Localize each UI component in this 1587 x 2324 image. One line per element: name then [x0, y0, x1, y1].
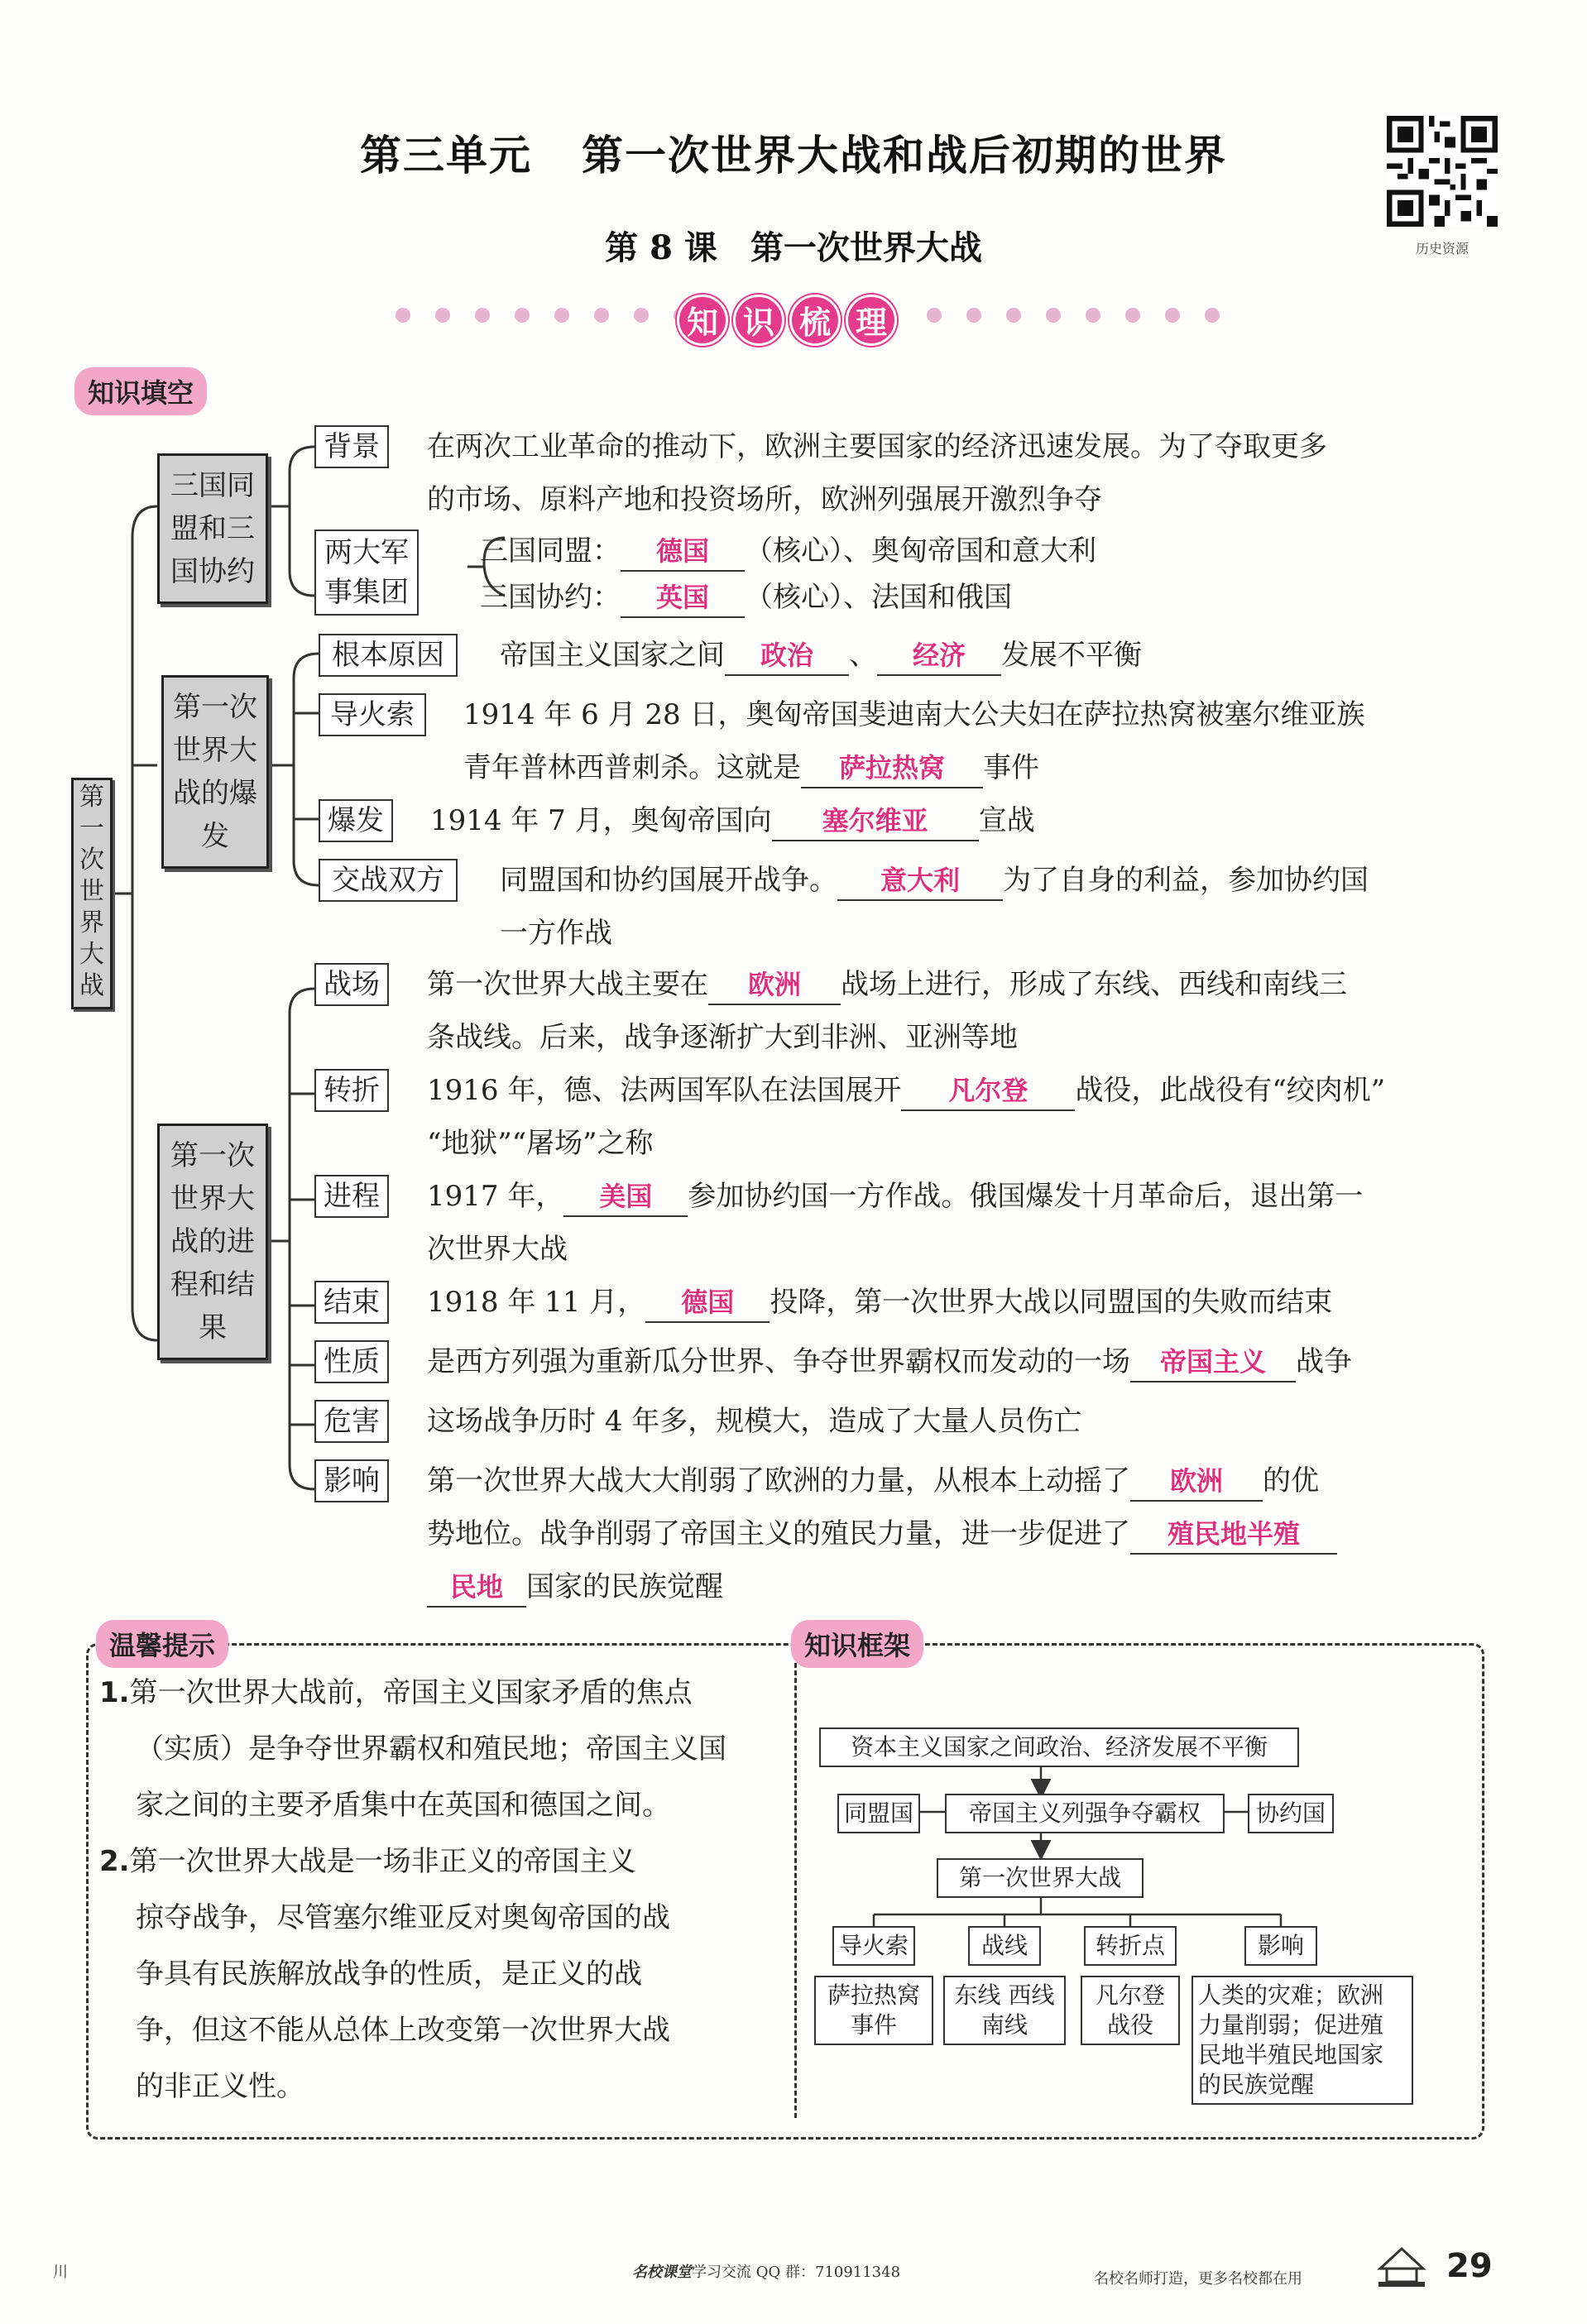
banner-char: 知	[677, 295, 728, 346]
answer-blank[interactable]: 意大利	[837, 861, 1003, 901]
node-label-background: 背景	[314, 425, 389, 468]
tip-item: 1.第一次世界大战前，帝国主义国家矛盾的焦点	[99, 1676, 693, 1709]
node-label-impact: 影响	[314, 1459, 389, 1502]
framework-branch-body: 人类的灾难；欧洲 力量削弱；促进殖 民地半殖民地国家 的民族觉醒	[1191, 1976, 1413, 2105]
footer-left: 川	[53, 2264, 68, 2281]
node-text: 第一次世界大战主要在 欧洲 战场上进行，形成了东线、西线和南线三	[427, 958, 1347, 1011]
node-label-process: 进程	[314, 1175, 389, 1218]
tip-line: 掠夺战争，尽管塞尔维亚反对奥匈帝国的战	[136, 1901, 670, 1934]
answer-blank[interactable]: 英国	[621, 578, 745, 618]
tip-item: 2.第一次世界大战是一场非正义的帝国主义	[99, 1845, 636, 1878]
framework-branch-body: 凡尔登 战役	[1081, 1976, 1180, 2045]
node-text: 三国协约： 英国 （核心）、法国和俄国	[480, 571, 1012, 624]
framework-top: 资本主义国家之间政治、经济发展不平衡	[819, 1727, 1299, 1767]
tip-line: 家之间的主要矛盾集中在英国和德国之间。	[136, 1789, 670, 1822]
node-text: 帝国主义国家之间 政治 、 经济 发展不平衡	[500, 629, 1142, 682]
section-tag-framework: 知识框架	[791, 1620, 923, 1668]
node-text: 民地 国家的民族觉醒	[427, 1560, 723, 1613]
group-outbreak: 第一次世界大战的爆发	[161, 675, 269, 869]
footer-center: 名校课堂学习交流 QQ 群：710911348	[632, 2264, 901, 2281]
node-text: 次世界大战	[427, 1233, 568, 1266]
node-text: 1917 年， 美国 参加协约国一方作战。俄国爆发十月革命后，退出第一	[427, 1170, 1363, 1223]
framework-branch-head: 导火索	[832, 1926, 915, 1966]
tip-line: 争具有民族解放战争的性质，是正义的战	[136, 1957, 642, 1991]
node-text: 的市场、原料产地和投资场所，欧洲列强展开激烈争夺	[427, 483, 1102, 516]
tip-line: 争，但这不能从总体上改变第一次世界大战	[136, 2014, 670, 2047]
group-process-result: 第一次世界大战的进程和结果	[157, 1124, 268, 1360]
node-label-outbreak: 爆发	[319, 799, 393, 842]
framework-right: 协约国	[1248, 1794, 1334, 1833]
node-label-trigger: 导火索	[319, 693, 426, 736]
node-text: 1914 年 6 月 28 日，奥匈帝国斐迪南大公夫妇在萨拉热窝被塞尔维亚族	[463, 698, 1365, 731]
answer-blank[interactable]: 民地	[427, 1568, 526, 1608]
tip-line: （实质）是争夺世界霸权和殖民地；帝国主义国	[136, 1732, 726, 1766]
node-text: 一方作战	[500, 917, 612, 950]
framework-branch-head: 战线	[968, 1926, 1041, 1966]
answer-blank[interactable]: 萨拉热窝	[801, 749, 983, 788]
node-text: 1918 年 11 月， 德国 投降，第一次世界大战以同盟国的失败而结束	[427, 1276, 1332, 1329]
answer-blank[interactable]: 殖民地半殖	[1130, 1515, 1337, 1555]
answer-blank[interactable]: 帝国主义	[1130, 1343, 1296, 1382]
section-tag-tips: 温馨提示	[96, 1620, 228, 1668]
node-label-turning-point: 转折	[314, 1069, 389, 1112]
brand-logo-icon	[1377, 2244, 1426, 2288]
banner-char: 梳	[789, 295, 841, 346]
node-text: 1916 年，德、法两国军队在法国展开 凡尔登 战役，此战役有“绞肉机”	[427, 1064, 1385, 1117]
node-text: 是西方列强为重新瓜分世界、争夺世界霸权而发动的一场 帝国主义 战争	[427, 1335, 1352, 1388]
node-label-belligerents: 交战双方	[319, 859, 458, 902]
answer-blank[interactable]: 凡尔登	[901, 1071, 1075, 1111]
qr-caption: 历史资源	[1415, 241, 1469, 256]
node-label-end: 结束	[314, 1281, 389, 1324]
banner-char: 识	[733, 295, 784, 346]
node-text: 三国同盟： 德国 （核心）、奥匈帝国和意大利	[480, 525, 1096, 577]
node-label-battlefield: 战场	[314, 963, 389, 1006]
node-label-nature: 性质	[314, 1340, 389, 1383]
section-tag-fill: 知识填空	[74, 367, 207, 415]
node-text: 青年普林西普刺杀。这就是 萨拉热窝 事件	[463, 741, 1039, 794]
framework-left: 同盟国	[837, 1794, 920, 1833]
node-text: 同盟国和协约国展开战争。 意大利 为了自身的利益，参加协约国	[500, 854, 1369, 907]
answer-blank[interactable]: 美国	[563, 1177, 688, 1217]
node-text: 在两次工业革命的推动下，欧洲主要国家的经济迅速发展。为了夺取更多	[427, 430, 1327, 463]
answer-blank[interactable]: 欧洲	[708, 966, 841, 1005]
framework-branch-body: 东线 西线 南线	[943, 1976, 1066, 2045]
answer-blank[interactable]: 欧洲	[1130, 1462, 1263, 1502]
framework-branch-head: 影响	[1244, 1926, 1317, 1966]
node-text: 势地位。战争削弱了帝国主义的殖民力量，进一步促进了 殖民地半殖	[427, 1507, 1337, 1560]
node-text: 第一次世界大战大大削弱了欧洲的力量，从根本上动摇了 欧洲 的优	[427, 1454, 1319, 1507]
framework-war: 第一次世界大战	[937, 1858, 1144, 1898]
unit-title: 第三单元 第一次世界大战和战后初期的世界	[360, 132, 1227, 180]
mindmap-root: 第一次世界大战	[71, 778, 113, 1009]
group-alliances: 三国同盟和三国协约	[157, 453, 268, 604]
footer-right: 名校名师打造，更多名校都在用	[1094, 2270, 1302, 2288]
lesson-title: 第 8 课 第一次世界大战	[605, 228, 982, 267]
node-text: 1914 年 7 月，奥匈帝国向 塞尔维亚 宣战	[430, 794, 1035, 847]
answer-blank[interactable]: 政治	[725, 636, 849, 676]
framework-branch-head: 转折点	[1084, 1926, 1177, 1966]
answer-blank[interactable]: 塞尔维亚	[772, 802, 979, 841]
page-number: 29	[1446, 2247, 1493, 2285]
framework-branch-body: 萨拉热窝 事件	[814, 1976, 933, 2045]
answer-blank[interactable]: 德国	[645, 1283, 770, 1323]
answer-blank[interactable]: 经济	[877, 636, 1001, 676]
framework-center: 帝国主义列强争夺霸权	[945, 1794, 1225, 1833]
answer-blank[interactable]: 德国	[621, 532, 745, 572]
node-label-root-cause: 根本原因	[319, 634, 458, 677]
tip-line: 的非正义性。	[136, 2070, 304, 2103]
node-label-two-blocs: 两大军事集团	[314, 529, 419, 616]
node-text: “地狱”“屠场”之称	[427, 1127, 654, 1160]
node-label-harm: 危害	[314, 1400, 389, 1443]
banner-char: 理	[846, 295, 897, 346]
node-text: 条战线。后来，战争逐渐扩大到非洲、亚洲等地	[427, 1021, 1018, 1054]
node-text: 这场战争历时 4 年多，规模大，造成了大量人员伤亡	[427, 1405, 1082, 1438]
